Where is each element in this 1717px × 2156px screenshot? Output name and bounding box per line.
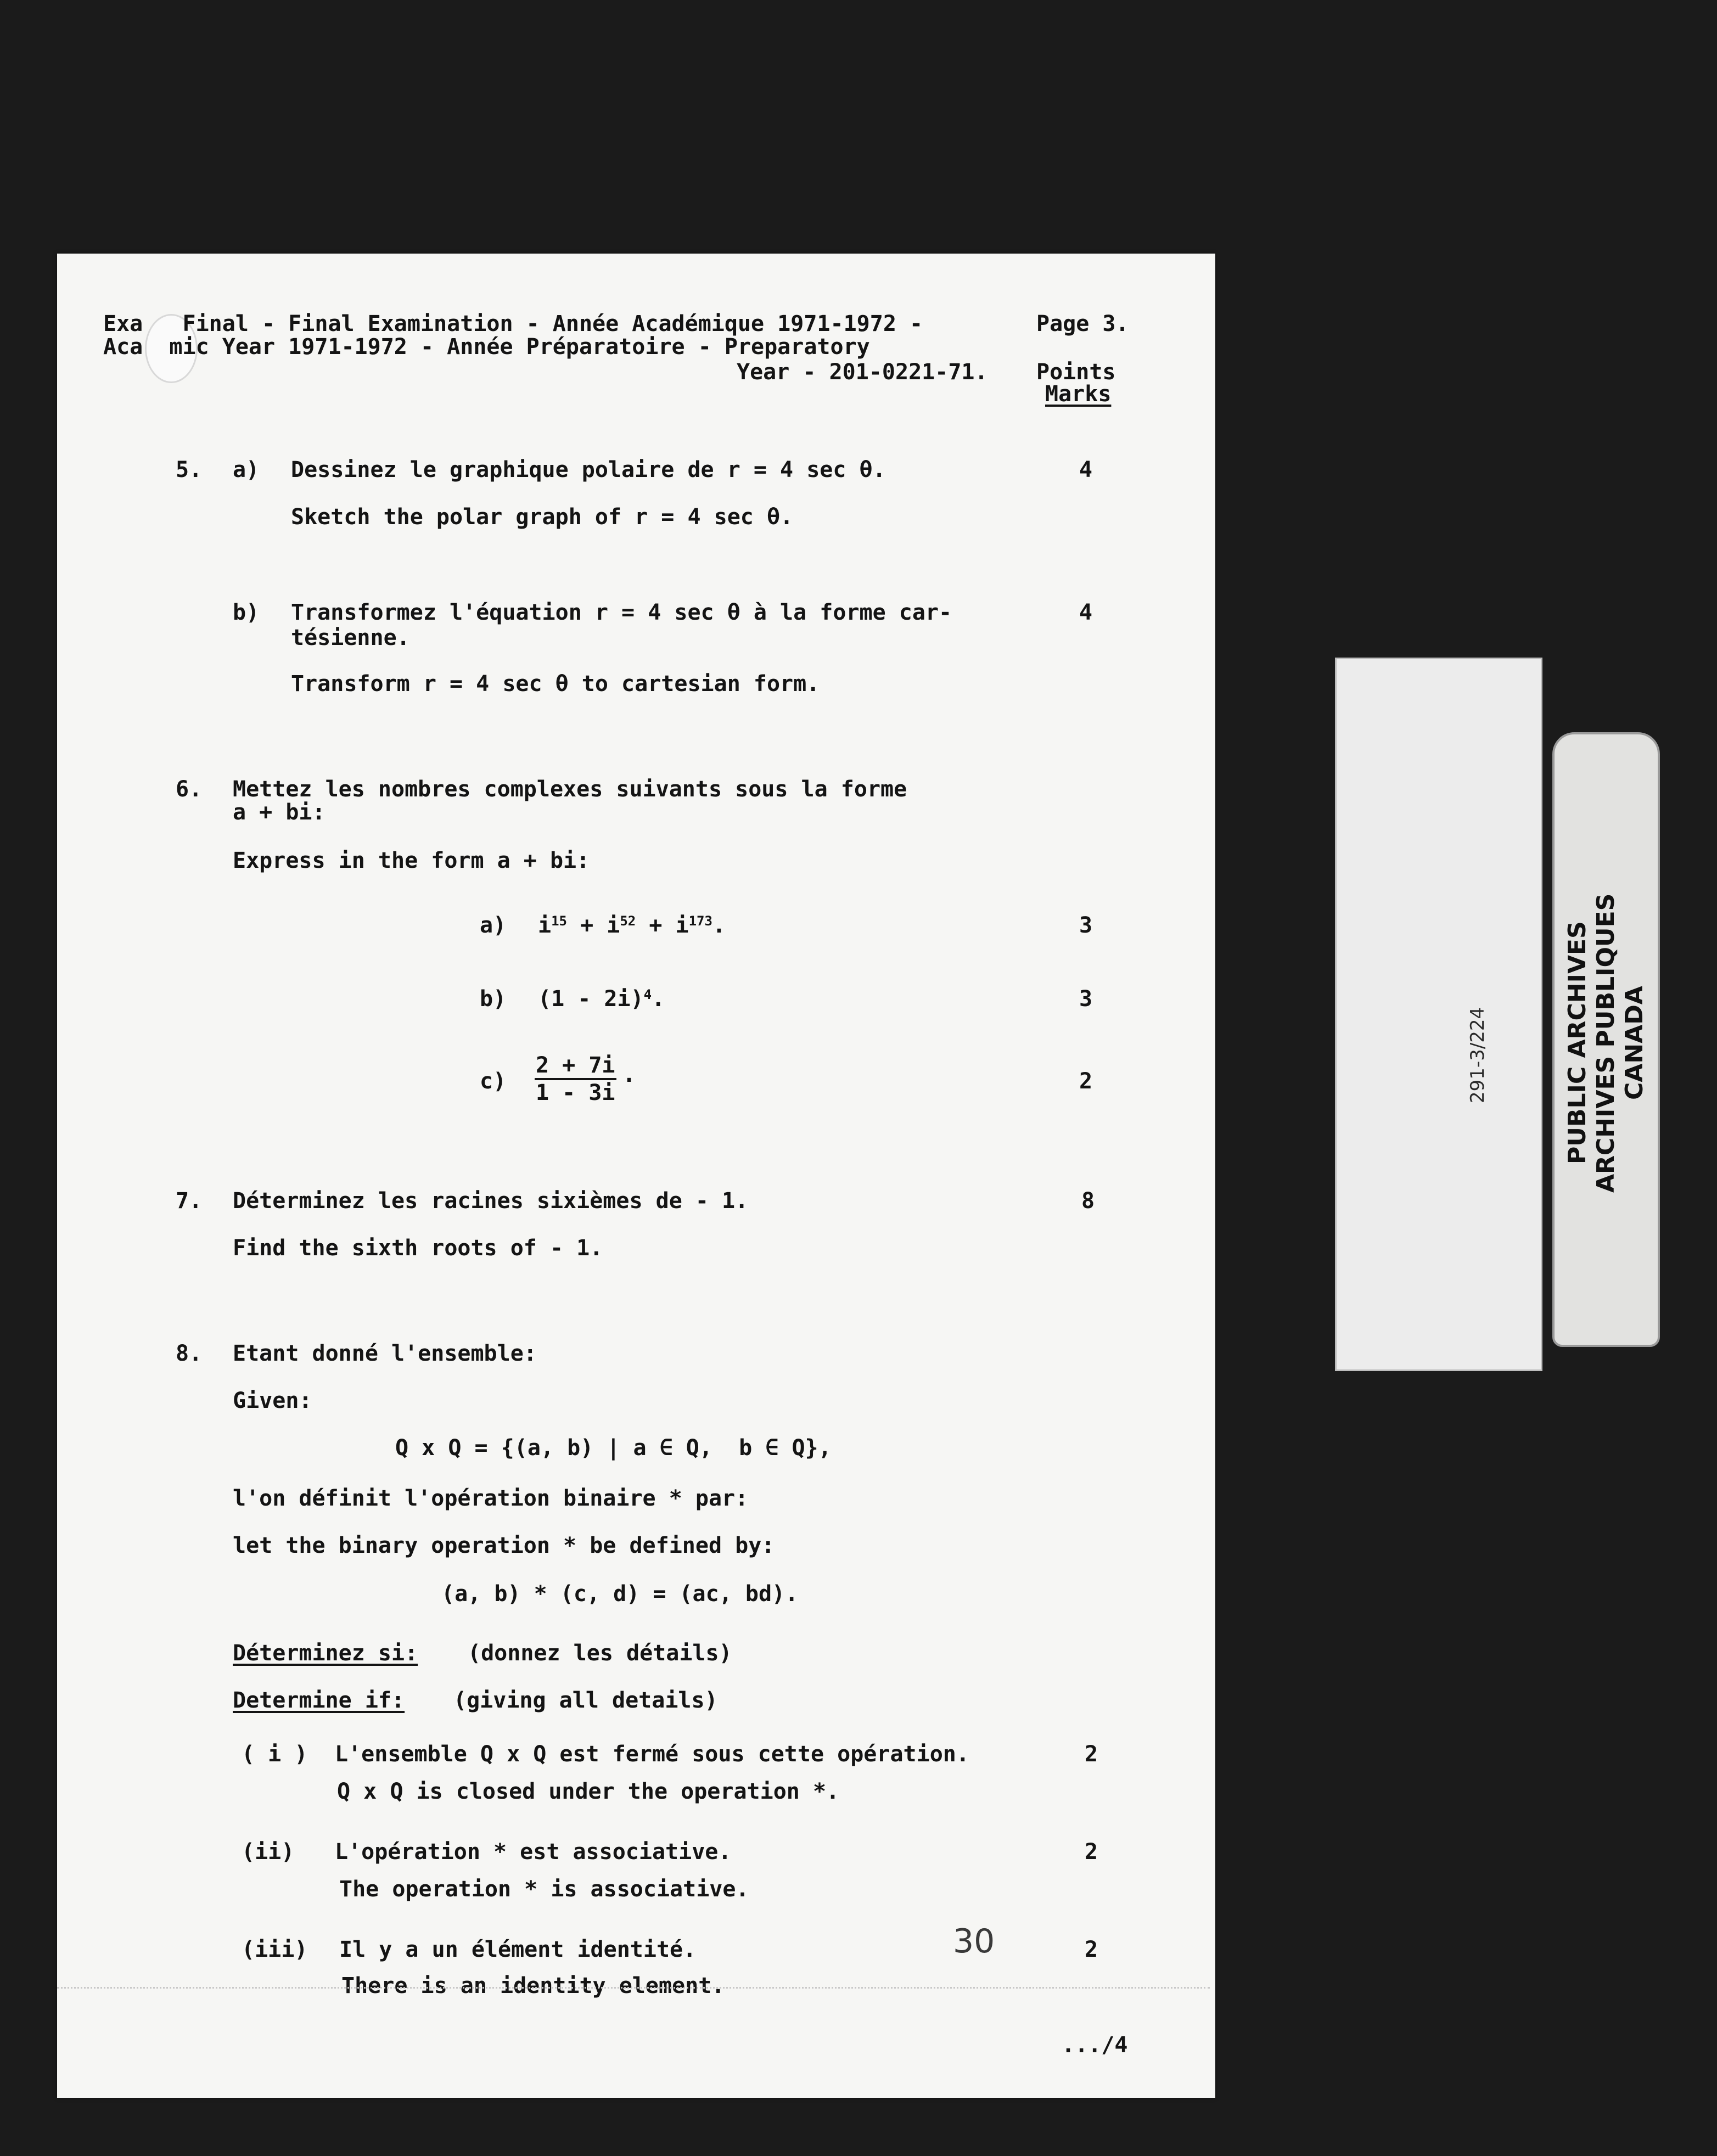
q8iii-marks: 2 <box>1085 1937 1098 1962</box>
q8ii-english: The operation * is associative. <box>339 1877 749 1902</box>
archive-card <box>1335 658 1542 1371</box>
q8-given-french: Etant donné l'ensemble: <box>233 1341 537 1366</box>
header-line-1: Exa Final - Final Examination - Année Académique 1971-1972 - <box>103 311 923 336</box>
q6-english: Express in the form a + bi: <box>233 848 590 873</box>
q6b-exponent: 4 <box>643 987 652 1002</box>
q8-determine-english: Determine if: <box>233 1688 405 1713</box>
q8-set-definition: Q x Q = {(a, b) | a ∈ Q, b ∈ Q}, <box>395 1435 832 1461</box>
q8iii-french: Il y a un élément identité. <box>339 1937 697 1962</box>
q8iii-label: (iii) <box>242 1937 308 1962</box>
q8ii-marks: 2 <box>1085 1839 1098 1865</box>
q5b-french-1: Transformez l'équation r = 4 sec θ à la forme car- <box>291 600 952 625</box>
q8ii-french: L'opération * est associative. <box>335 1839 732 1865</box>
q5b-french-2: tésienne. <box>291 625 410 650</box>
q5b-label: b) <box>233 600 260 625</box>
q6c-period: . <box>622 1062 636 1087</box>
q7-english: Find the sixth roots of - 1. <box>233 1236 603 1261</box>
page-number: Page 3. <box>1036 311 1129 336</box>
handwritten-stamp: 30 <box>953 1922 995 1961</box>
header-line-3: Year - 201-0221-71. <box>737 360 988 385</box>
q5a-marks: 4 <box>1079 457 1093 482</box>
q8i-english: Q x Q is closed under the operation *. <box>337 1779 840 1804</box>
q8iii-english: There is an identity element. <box>341 1973 725 1998</box>
q8i-french: L'ensemble Q x Q est fermé sous cette opération. <box>335 1742 969 1767</box>
q8i-label: ( i ) <box>242 1742 308 1767</box>
q5b-marks: 4 <box>1079 600 1093 625</box>
q6b-label: b) <box>480 986 507 1012</box>
archive-label-line-2: ARCHIVES PUBLIQUES <box>1592 893 1620 1193</box>
q5-number: 5. <box>176 457 203 482</box>
q6a-label: a) <box>480 913 507 938</box>
q6a-expression: $i^{15} + i^{52} + i^{173}$. <box>538 913 726 938</box>
q7-number: 7. <box>176 1188 203 1214</box>
q6c-marks: 2 <box>1079 1069 1093 1094</box>
q6-number: 6. <box>176 777 203 802</box>
continued-marker: ...∕4 <box>1062 2033 1128 2058</box>
q6c-denominator: 1 - 3i <box>536 1080 615 1105</box>
archive-reference-code: 291-3/224 <box>1467 1007 1489 1103</box>
q8-def-english: let the binary operation * be defined by: <box>233 1533 775 1558</box>
dotted-rule <box>57 1987 1210 1992</box>
q5b-english: Transform r = 4 sec θ to cartesian form. <box>291 671 820 697</box>
q6-french-1: Mettez les nombres complexes suivants sous la forme <box>233 777 907 802</box>
q8-determine-english-note: (giving all details) <box>453 1688 718 1713</box>
q6a-marks: 3 <box>1079 913 1093 938</box>
q7-french: Déterminez les racines sixièmes de - 1. <box>233 1188 749 1214</box>
q6c-fraction <box>535 1053 616 1105</box>
exam-page <box>57 254 1215 2098</box>
q6b-expression: (1 - 2i)$^4$. <box>538 986 665 1012</box>
archive-label-text <box>1563 840 1646 1246</box>
q6-french-2: a + bi: <box>233 800 326 825</box>
archive-label-line-3: CANADA <box>1620 986 1648 1100</box>
q6c-label: c) <box>480 1069 507 1094</box>
marks-heading: Marks <box>1045 381 1112 407</box>
points-heading: Points <box>1036 360 1116 385</box>
q5a-english: Sketch the polar graph of r = 4 sec θ. <box>291 504 794 530</box>
q6c-numerator: 2 + 7i <box>535 1053 616 1080</box>
q8i-marks: 2 <box>1085 1742 1098 1767</box>
q6b-marks: 3 <box>1079 986 1093 1012</box>
q7-marks: 8 <box>1081 1188 1095 1214</box>
q8-determine-french: Déterminez si: <box>233 1641 418 1666</box>
q8-def-french: l'on définit l'opération binaire * par: <box>233 1486 749 1511</box>
q5a-label: a) <box>233 457 260 482</box>
q5a-french: Dessinez le graphique polaire de r = 4 sec θ. <box>291 457 886 482</box>
q8-determine-french-note: (donnez les détails) <box>468 1641 732 1666</box>
q8-number: 8. <box>176 1341 203 1366</box>
q8-given-english: Given: <box>233 1388 312 1413</box>
q6b-base: (1 - 2i) <box>538 986 644 1012</box>
q8ii-label: (ii) <box>242 1839 295 1865</box>
archive-label-line-1: PUBLIC ARCHIVES <box>1563 921 1591 1165</box>
q8-operation: (a, b) * (c, d) = (ac, bd). <box>441 1581 799 1607</box>
header-line-2: Aca mic Year 1971-1972 - Année Préparatoire - Preparatory <box>103 334 870 360</box>
